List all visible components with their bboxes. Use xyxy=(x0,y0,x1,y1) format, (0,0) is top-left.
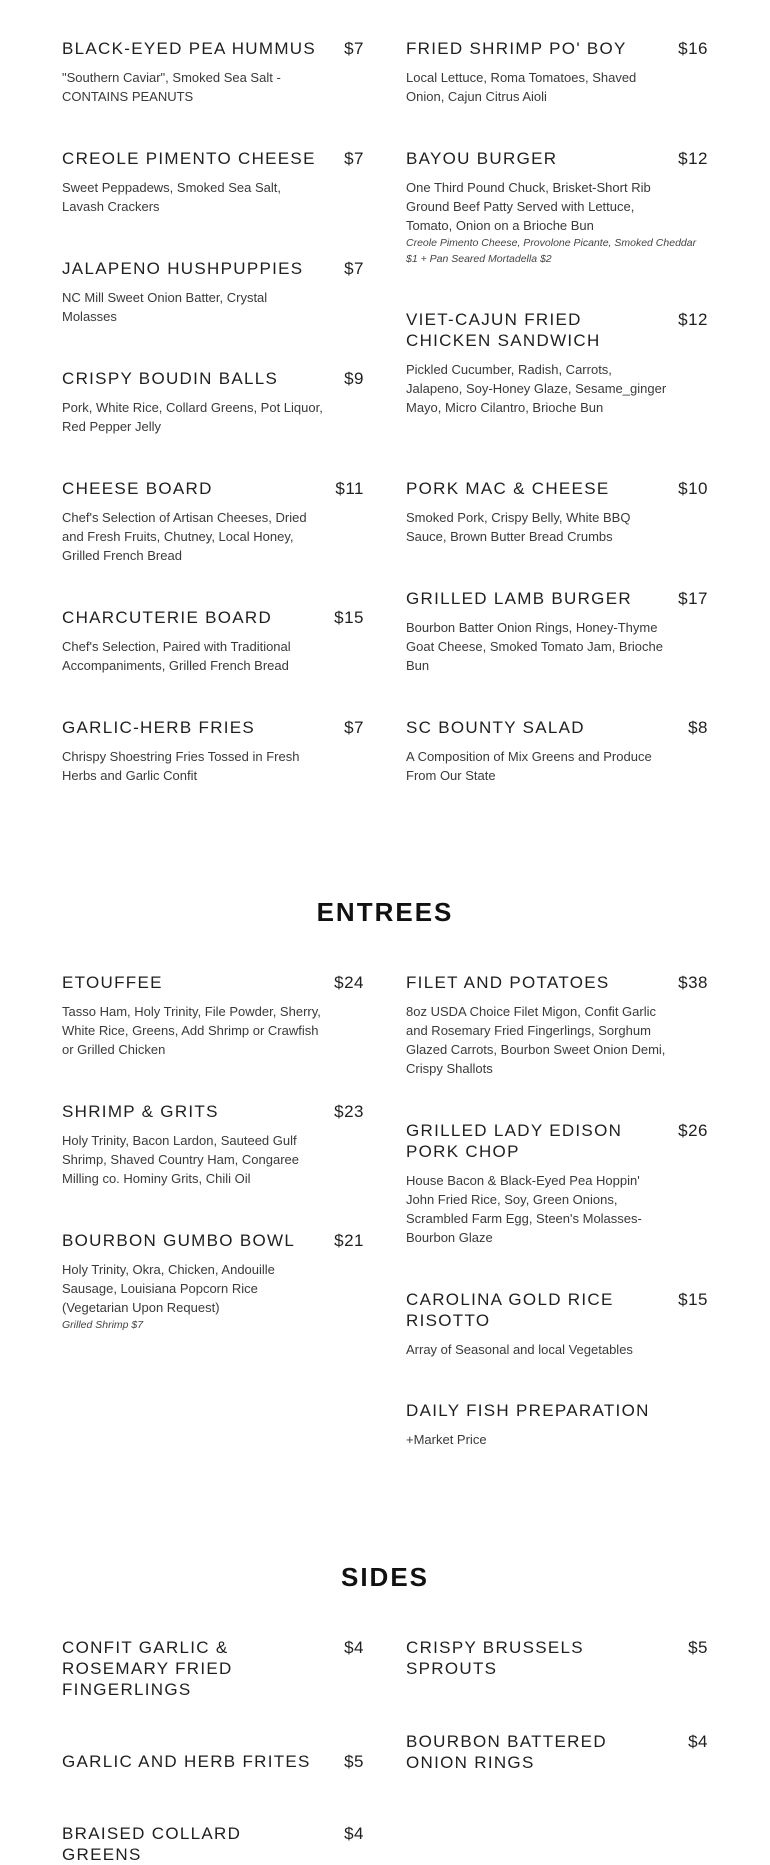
menu-item xyxy=(406,478,708,546)
item-price: $4 xyxy=(344,1824,364,1843)
menu-item xyxy=(406,1400,708,1449)
item-name: PORK MAC & CHEESE xyxy=(406,479,610,498)
item-name: SHRIMP & GRITS xyxy=(62,1102,219,1121)
item-name: FILET AND POTATOES xyxy=(406,973,610,992)
menu-item xyxy=(406,588,708,675)
item-name: BLACK-EYED PEA HUMMUS xyxy=(62,39,317,58)
menu-item xyxy=(62,1101,364,1188)
item-note: Creole Pimento Cheese, Provolone Picante, Smoked Cheddar $1 + Pan Seared Mortadella $2 xyxy=(406,237,697,265)
menu-item xyxy=(406,1120,708,1247)
item-name: GRILLED LAMB BURGER xyxy=(406,589,632,608)
item-name: BOURBON GUMBO BOWL xyxy=(62,1231,296,1250)
menu-item xyxy=(62,1637,364,1700)
item-name: BOURBON BATTERED ONION RINGS xyxy=(406,1732,607,1772)
item-price: $4 xyxy=(344,1638,364,1657)
item-description: Holy Trinity, Okra, Chicken, Andouille Sausage, Louisiana Popcorn Rice (Vegetarian Upon Request) xyxy=(62,1262,275,1315)
item-name: BAYOU BURGER xyxy=(406,149,558,168)
item-price: $12 xyxy=(678,310,708,329)
menu-item xyxy=(406,148,708,267)
item-name: CRISPY BOUDIN BALLS xyxy=(62,369,279,388)
item-name: FRIED SHRIMP PO' BOY xyxy=(406,39,627,58)
section-title-sides: SIDES xyxy=(340,1562,430,1592)
item-price: $7 xyxy=(344,718,364,737)
item-description: Chef's Selection, Paired with Traditional Accompaniments, Grilled French Bread xyxy=(62,639,291,673)
item-name: GARLIC-HERB FRIES xyxy=(62,718,256,737)
menu-item xyxy=(62,1230,364,1333)
menu-item xyxy=(62,1823,364,1865)
menu-item xyxy=(406,717,708,785)
section-title-entrees: ENTREES xyxy=(316,897,454,927)
item-description: Pork, White Rice, Collard Greens, Pot Liquor, Red Pepper Jelly xyxy=(62,400,323,434)
item-price: $7 xyxy=(344,149,364,168)
item-name: GARLIC AND HERB FRITES xyxy=(62,1752,311,1771)
menu-item xyxy=(62,368,364,436)
item-price: $7 xyxy=(344,259,364,278)
menu-item xyxy=(406,972,708,1078)
item-name: JALAPENO HUSHPUPPIES xyxy=(62,259,304,278)
item-price: $9 xyxy=(344,369,364,388)
menu-item xyxy=(62,478,364,565)
menu-item xyxy=(62,972,364,1059)
item-description: Tasso Ham, Holy Trinity, File Powder, Sherry, White Rice, Greens, Add Shrimp or Crawfish or Grilled Chicken xyxy=(62,1004,321,1057)
item-price: $8 xyxy=(688,718,708,737)
item-description: A Composition of Mix Greens and Produce From Our State xyxy=(406,749,652,783)
item-name: BRAISED COLLARD GREENS xyxy=(62,1824,242,1864)
item-price: $5 xyxy=(688,1638,708,1657)
item-price: $11 xyxy=(335,479,364,498)
item-description: Sweet Peppadews, Smoked Sea Salt, Lavash Crackers xyxy=(62,180,281,214)
item-name: CHEESE BOARD xyxy=(62,479,213,498)
item-description: Smoked Pork, Crispy Belly, White BBQ Sauce, Brown Butter Bread Crumbs xyxy=(406,510,631,544)
item-name: VIET-CAJUN FRIED CHICKEN SANDWICH xyxy=(406,310,601,350)
item-price: $17 xyxy=(678,589,708,608)
menu-item xyxy=(406,1289,708,1359)
item-price: $21 xyxy=(334,1231,364,1250)
item-price: $23 xyxy=(334,1102,364,1121)
item-price: $10 xyxy=(678,479,708,498)
menu-item xyxy=(406,309,708,417)
menu-item xyxy=(406,1731,708,1773)
menu-item xyxy=(62,1751,364,1772)
menu-item xyxy=(62,717,364,785)
item-name: CHARCUTERIE BOARD xyxy=(62,608,273,627)
item-price: $38 xyxy=(678,973,708,992)
item-description: 8oz USDA Choice Filet Migon, Confit Garlic and Rosemary Fried Fingerlings, Sorghum Glazed Carrots, Bourbon Sweet Onion Demi, Crispy Shallots xyxy=(406,1004,666,1076)
item-price: $24 xyxy=(334,973,364,992)
item-price: $7 xyxy=(344,39,364,58)
item-name: CAROLINA GOLD RICE RISOTTO xyxy=(406,1290,614,1330)
item-description: One Third Pound Chuck, Brisket-Short Rib Ground Beef Patty Served with Lettuce, Tomato, Onion on a Brioche Bun xyxy=(406,180,651,233)
item-name: CREOLE PIMENTO CHEESE xyxy=(62,149,316,168)
item-description: Local Lettuce, Roma Tomatoes, Shaved Onion, Cajun Citrus Aioli xyxy=(406,70,637,104)
item-name: SC BOUNTY SALAD xyxy=(406,718,585,737)
menu-item xyxy=(406,38,708,106)
item-name: CRISPY BRUSSELS SPROUTS xyxy=(406,1638,584,1678)
item-name: DAILY FISH PREPARATION xyxy=(406,1401,650,1420)
item-description: Chrispy Shoestring Fries Tossed in Fresh Herbs and Garlic Confit xyxy=(62,749,300,783)
item-price: $15 xyxy=(678,1290,708,1309)
item-price: $4 xyxy=(688,1732,708,1751)
menu-item xyxy=(406,1637,708,1679)
item-description: Pickled Cucumber, Radish, Carrots, Jalapeno, Soy-Honey Glaze, Sesame_ginger Mayo, Micro Cilantro, Brioche Bun xyxy=(406,362,667,415)
item-description: Chef's Selection of Artisan Cheeses, Dried and Fresh Fruits, Chutney, Local Honey, Grilled French Bread xyxy=(62,510,307,563)
item-note: Grilled Shrimp $7 xyxy=(62,1319,144,1331)
menu-item xyxy=(62,258,364,326)
item-name: CONFIT GARLIC & ROSEMARY FRIED FINGERLINGS xyxy=(62,1638,233,1699)
item-description: NC Mill Sweet Onion Batter, Crystal Molasses xyxy=(62,290,268,324)
item-description: House Bacon & Black-Eyed Pea Hoppin' John Fried Rice, Soy, Green Onions, Scrambled Farm Egg, Steen's Molasses-Bourbon Glaze xyxy=(406,1173,642,1245)
item-price: $12 xyxy=(678,149,708,168)
menu-item xyxy=(62,38,364,106)
menu-item xyxy=(62,148,364,216)
item-price: $26 xyxy=(678,1121,708,1140)
item-price: $5 xyxy=(344,1752,364,1771)
item-price: $15 xyxy=(334,608,364,627)
item-name: ETOUFFEE xyxy=(62,973,163,992)
menu-item xyxy=(62,607,364,675)
item-description: Holy Trinity, Bacon Lardon, Sauteed Gulf Shrimp, Shaved Country Ham, Congaree Milling co. Hominy Grits, Chili Oil xyxy=(62,1133,300,1186)
item-description: "Southern Caviar", Smoked Sea Salt - CONTAINS PEANUTS xyxy=(62,70,281,104)
item-description: Bourbon Batter Onion Rings, Honey-Thyme Goat Cheese, Smoked Tomato Jam, Brioche Bun xyxy=(406,620,663,673)
item-description: Array of Seasonal and local Vegetables xyxy=(406,1342,633,1357)
item-description: +Market Price xyxy=(406,1432,487,1447)
item-name: GRILLED LADY EDISON PORK CHOP xyxy=(406,1121,623,1161)
item-price: $16 xyxy=(678,39,708,58)
